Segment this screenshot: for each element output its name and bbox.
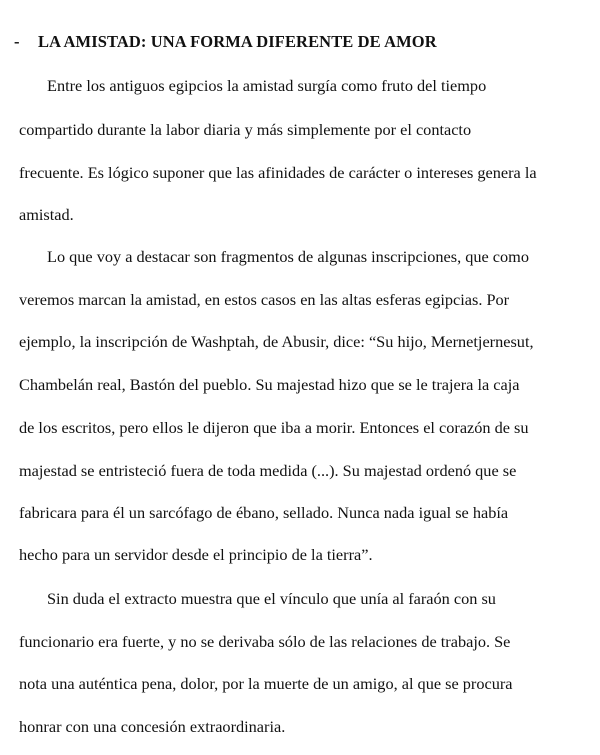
paragraph-2-line-7: fabricara para él un sarcófago de ébano, sellado. Nunca nada igual se había — [19, 503, 509, 522]
paragraph-2-line-6: majestad se entristeció fuera de toda medida (...). Su majestad ordenó que se — [19, 461, 517, 480]
section-heading — [14, 32, 437, 52]
paragraph-2-line-2: veremos marcan la amistad, en estos casos en las altas esferas egipcias. Por — [19, 290, 510, 309]
paragraph-2-line-5: de los escritos, pero ellos le dijeron que iba a morir. Entonces el corazón de su — [19, 418, 529, 437]
heading-dash: - — [14, 32, 20, 51]
paragraph-1-line-1: Entre los antiguos egipcios la amistad surgía como fruto del tiempo — [47, 76, 487, 95]
paragraph-2-line-4: Chambelán real, Bastón del pueblo. Su majestad hizo que se le trajera la caja — [19, 375, 520, 394]
paragraph-3-line-2: funcionario era fuerte, y no se derivaba sólo de las relaciones de trabajo. Se — [19, 632, 511, 651]
paragraph-2-line-1: Lo que voy a destacar son fragmentos de algunas inscripciones, que como — [47, 247, 529, 266]
paragraph-3-line-4: honrar con una concesión extraordinaria. — [19, 717, 286, 736]
paragraph-2-line-8: hecho para un servidor desde el principio de la tierra”. — [19, 545, 373, 564]
paragraph-3-line-3: nota una auténtica pena, dolor, por la muerte de un amigo, al que se procura — [19, 674, 513, 693]
paragraph-1-line-3: frecuente. Es lógico suponer que las afinidades de carácter o intereses genera la — [19, 163, 537, 182]
paragraph-2-line-3: ejemplo, la inscripción de Washptah, de Abusir, dice: “Su hijo, Mernetjernesut, — [19, 332, 534, 351]
heading-title: LA AMISTAD: UNA FORMA DIFERENTE DE AMOR — [38, 32, 437, 51]
paragraph-1-line-2: compartido durante la labor diaria y más simplemente por el contacto — [19, 120, 472, 139]
paragraph-3-line-1: Sin duda el extracto muestra que el vínculo que unía al faraón con su — [47, 589, 496, 608]
paragraph-1-line-4: amistad. — [19, 205, 74, 224]
